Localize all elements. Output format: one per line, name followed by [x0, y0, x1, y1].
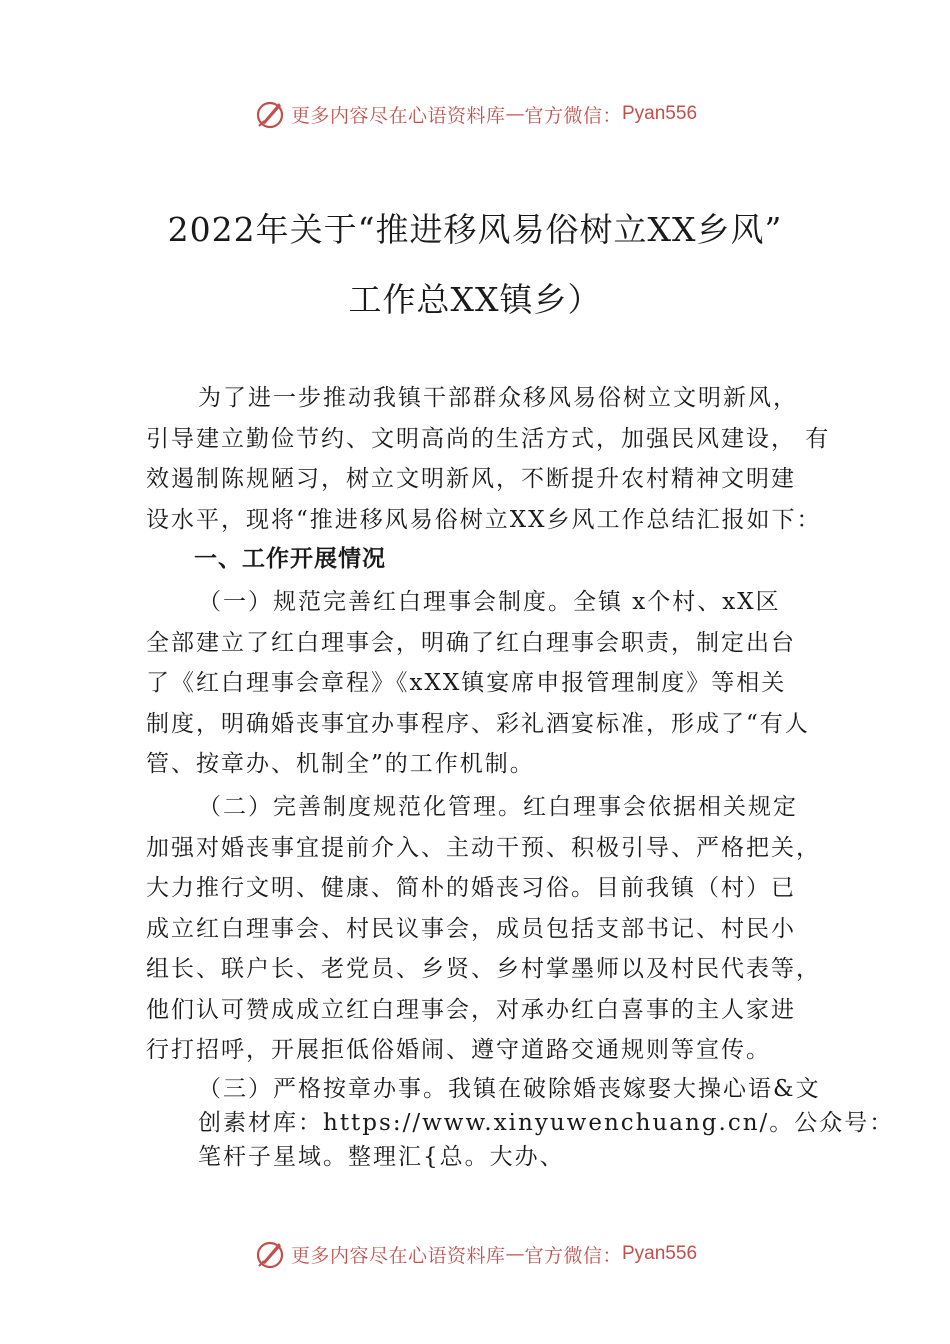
text-line: 了《红白理事会章程》《xXX镇宴席申报管理制度》等相关	[146, 670, 787, 696]
banner-wechat-label: 官方微信：	[524, 104, 622, 127]
header-watermark	[0, 94, 950, 134]
banner-site-name: 更多内容尽在心语资料库	[290, 1244, 506, 1267]
text-line: 管、按章办、机制全”的工作机制。	[146, 751, 535, 777]
banner-separator: —	[505, 1243, 525, 1265]
intro-paragraph	[146, 378, 831, 540]
text-line: 他们认可赞成成立红白理事会，对承办红白喜事的主人家进	[146, 996, 796, 1023]
text-line: 效遏制陈规陋习，树立文明新风，不断提升农村精神文明建	[146, 466, 796, 492]
text-line: （二）完善制度规范化管理。红白理事会依据相关规定	[198, 794, 798, 820]
text-line: 为了进一步推动我镇干部群众移风易俗树立文明新风，	[198, 385, 798, 411]
item1-paragraph	[146, 582, 826, 785]
document-title-line1: 2022年关于“推进移风易俗树立XX乡风”	[167, 210, 783, 249]
text-line: 成立红白理事会、村民议事会，成员包括支部书记、村民小	[146, 915, 796, 942]
text-line: 设水平，现将“推进移风易俗树立XX乡风工作总结汇报如下：	[146, 506, 822, 533]
document-title-line2: 工作总XX镇乡）	[348, 280, 602, 319]
text-line: 全部建立了红白理事会，明确了红白理事会职责，制定出台	[146, 629, 796, 656]
text-line: 大力推行文明、健康、简朴的婚丧习俗。目前我镇（村）已	[146, 875, 796, 901]
quill-logo-icon	[253, 1237, 287, 1271]
footer-watermark	[0, 1234, 950, 1274]
text-line: 引导建立勤俭节约、文明高尚的生活方式，加强民风建设， 有	[146, 425, 831, 452]
text-line: 加强对婚丧事宜提前介入、主动干预、积极引导、严格把关，	[146, 834, 821, 861]
text-line: 组长、联户长、老党员、乡贤、乡村掌墨师以及村民代表等，	[146, 956, 821, 982]
item3-paragraph	[146, 1072, 895, 1174]
text-line: 行打招呼，开展拒低俗婚闹、遵守道路交通规则等宣传。	[146, 1037, 771, 1063]
banner-wechat-label: 官方微信：	[524, 1244, 622, 1267]
item2-paragraph	[146, 787, 826, 1071]
banner-site-name: 更多内容尽在心语资料库	[290, 104, 506, 127]
banner-wechat-id: Pyan556	[622, 1243, 698, 1264]
text-line: 笔杆子星域。整理汇{总。大办、	[198, 1144, 565, 1170]
banner-separator: —	[505, 103, 525, 125]
text-line: 创素材库：https://www.xinyuwenchuang.cn/。公众号：	[198, 1110, 895, 1136]
banner-wechat-id: Pyan556	[622, 103, 698, 124]
text-line: （三）严格按章办事。我镇在破除婚丧嫁娶大操心语&文	[198, 1076, 821, 1102]
text-line: 制度，明确婚丧事宜办事程序、彩礼酒宴标准，形成了“有人	[146, 710, 810, 737]
quill-logo-icon	[253, 97, 287, 131]
section-heading: 一、工作开展情况	[194, 546, 386, 572]
text-line: （一）规范完善红白理事会制度。全镇 x个村、xX区	[198, 589, 781, 615]
